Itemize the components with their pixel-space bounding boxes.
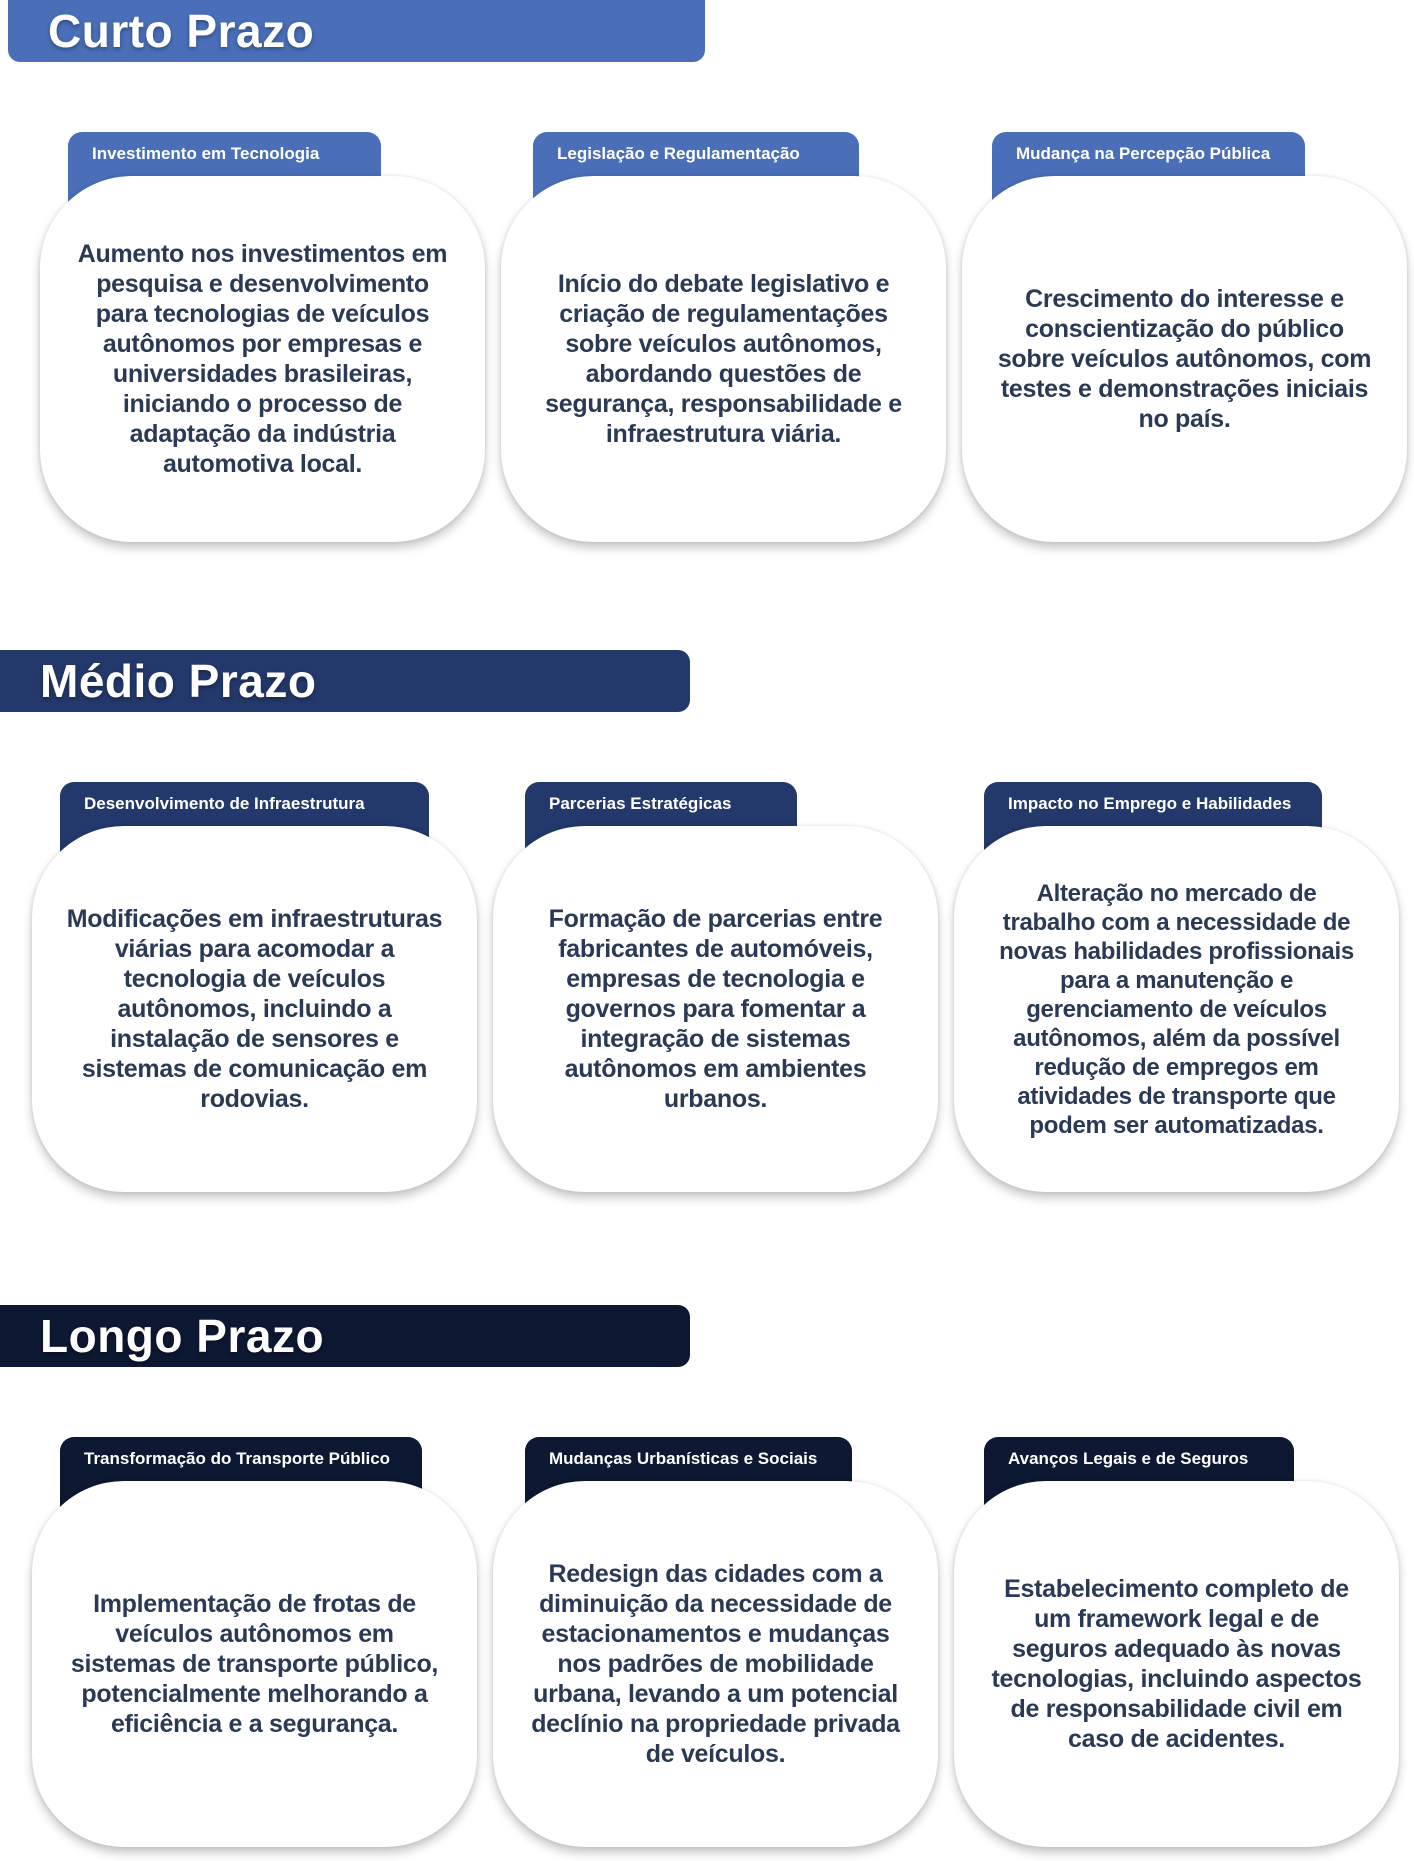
section-title: Longo Prazo — [40, 1310, 325, 1362]
card-tab: Legislação e Regulamentação — [533, 132, 859, 202]
card-desenvolvimento-infraestrutura — [32, 782, 477, 1192]
card-text: Modificações em infraestruturas viárias para acomodar a tecnologia de veículos autônomos, incluindo a instalação de sensores e sistemas de comunicação em rodovias. — [66, 905, 443, 1113]
card-text: Redesign das cidades com a diminuição da necessidade de estacionamentos e mudanças nos padrões de mobilidade urbana, levando a um potencial declínio na propriedade privada de veículos. — [531, 1560, 900, 1768]
card-body — [954, 826, 1399, 1192]
card-body — [32, 1481, 477, 1847]
card-legislacao-regulamentacao — [501, 132, 946, 542]
card-percepcao-publica — [962, 132, 1407, 542]
card-text: Formação de parcerias entre fabricantes de automóveis, empresas de tecnologia e governos para fomentar a integração de sistemas autônomos em ambientes urbanos. — [548, 905, 883, 1113]
card-body — [954, 1481, 1399, 1847]
card-body — [962, 176, 1407, 542]
card-impacto-emprego — [954, 782, 1399, 1192]
section-title: Curto Prazo — [48, 5, 315, 57]
card-tab: Mudanças Urbanísticas e Sociais — [525, 1437, 852, 1507]
section-header-medio-prazo — [0, 650, 690, 712]
card-transporte-publico — [32, 1437, 477, 1847]
card-body — [32, 826, 477, 1192]
card-tab: Parcerias Estratégicas — [525, 782, 797, 852]
card-body — [493, 1481, 938, 1847]
card-investimento-tecnologia — [40, 132, 485, 542]
section-header-longo-prazo — [0, 1305, 690, 1367]
card-body — [493, 826, 938, 1192]
card-text: Estabelecimento completo de um framework legal e de seguros adequado às novas tecnologias, incluindo aspectos de responsabilidade civil em caso de acidentes. — [991, 1575, 1362, 1753]
section-title: Médio Prazo — [40, 655, 317, 707]
card-text: Alteração no mercado de trabalho com a necessidade de novas habilidades profissionais para a manutenção e gerenciamento de veículos autônomos, além da possível redução de empregos em atividades de transporte que podem ser automatizadas. — [999, 879, 1354, 1139]
card-text: Crescimento do interesse e conscientização do público sobre veículos autônomos, com testes e demonstrações iniciais no país. — [997, 285, 1372, 433]
card-avancos-legais — [954, 1437, 1399, 1847]
card-tab: Mudança na Percepção Pública — [992, 132, 1305, 202]
card-text: Implementação de frotas de veículos autônomos em sistemas de transporte público, potencialmente melhorando a eficiência e a segurança. — [70, 1590, 439, 1738]
section-header-curto-prazo — [8, 0, 705, 62]
card-parcerias-estrategicas — [493, 782, 938, 1192]
card-tab: Impacto no Emprego e Habilidades — [984, 782, 1322, 852]
card-body — [40, 176, 485, 542]
card-tab: Investimento em Tecnologia — [68, 132, 381, 202]
card-body — [501, 176, 946, 542]
card-tab: Transformação do Transporte Público — [60, 1437, 422, 1507]
card-tab: Avanços Legais e de Seguros — [984, 1437, 1294, 1507]
card-text: Aumento nos investimentos em pesquisa e desenvolvimento para tecnologias de veículos autônomos por empresas e universidades brasileiras, iniciando o processo de adaptação da indústria automotiva local. — [77, 240, 448, 478]
card-tab: Desenvolvimento de Infraestrutura — [60, 782, 429, 852]
card-mudancas-urbanisticas — [493, 1437, 938, 1847]
card-text: Início do debate legislativo e criação de regulamentações sobre veículos autônomos, abordando questões de segurança, responsabilidade e infraestrutura viária. — [545, 270, 902, 448]
